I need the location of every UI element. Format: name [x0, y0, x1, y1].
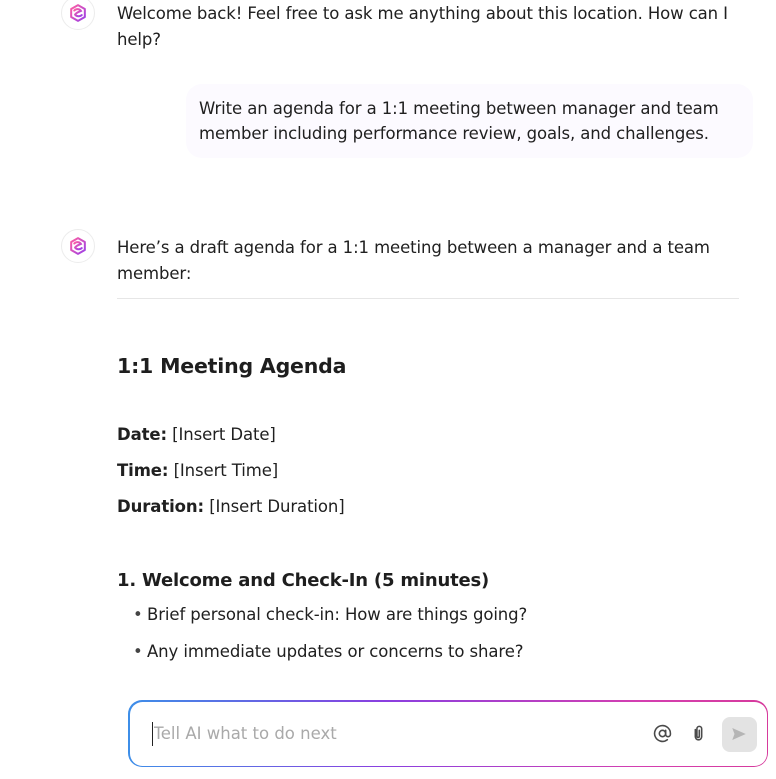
divider [117, 298, 739, 299]
assistant-avatar [61, 229, 95, 263]
user-message-line-1: Write an agenda for a 1:1 meeting between manager and team [199, 99, 719, 118]
mention-button[interactable] [651, 722, 675, 746]
field-duration-label: Duration: [117, 497, 205, 516]
assistant-avatar [61, 0, 95, 30]
field-time [117, 461, 278, 480]
brain-logo-icon [68, 236, 88, 256]
prompt-input[interactable] [152, 722, 632, 746]
attach-button[interactable] [687, 722, 711, 746]
user-message-bubble [186, 84, 753, 158]
list-item [133, 605, 527, 624]
field-date-label: Date: [117, 425, 168, 444]
user-message-line-2: member including performance review, goals, and challenges. [199, 124, 709, 143]
field-duration-value: [Insert Duration] [209, 497, 345, 516]
composer-inner [130, 702, 767, 766]
assistant-intro-line-1: Here’s a draft agenda for a 1:1 meeting between a manager and a team [117, 238, 710, 257]
at-sign-icon [653, 724, 672, 743]
field-date-value: [Insert Date] [172, 425, 276, 444]
field-time-label: Time: [117, 461, 169, 480]
section-title-welcome: 1. Welcome and Check-In (5 minutes) [117, 570, 490, 591]
assistant-intro-line-2: member: [117, 264, 192, 283]
bullet-dot: • [133, 605, 143, 624]
list-item [133, 642, 523, 661]
send-icon [730, 725, 748, 743]
assistant-message-welcome: Welcome back! Feel free to ask me anything about this location. How can I help? [117, 4, 728, 49]
send-button[interactable] [722, 717, 757, 752]
brain-logo-icon [68, 3, 88, 23]
list-item-text: Brief personal check-in: How are things going? [147, 605, 528, 624]
composer [128, 700, 768, 767]
field-date [117, 425, 276, 444]
agenda-title: 1:1 Meeting Agenda [117, 354, 347, 378]
list-item-text: Any immediate updates or concerns to share? [147, 642, 524, 661]
field-duration [117, 497, 345, 516]
field-time-value: [Insert Time] [173, 461, 279, 480]
paperclip-icon [689, 724, 708, 743]
bullet-dot: • [133, 642, 143, 661]
